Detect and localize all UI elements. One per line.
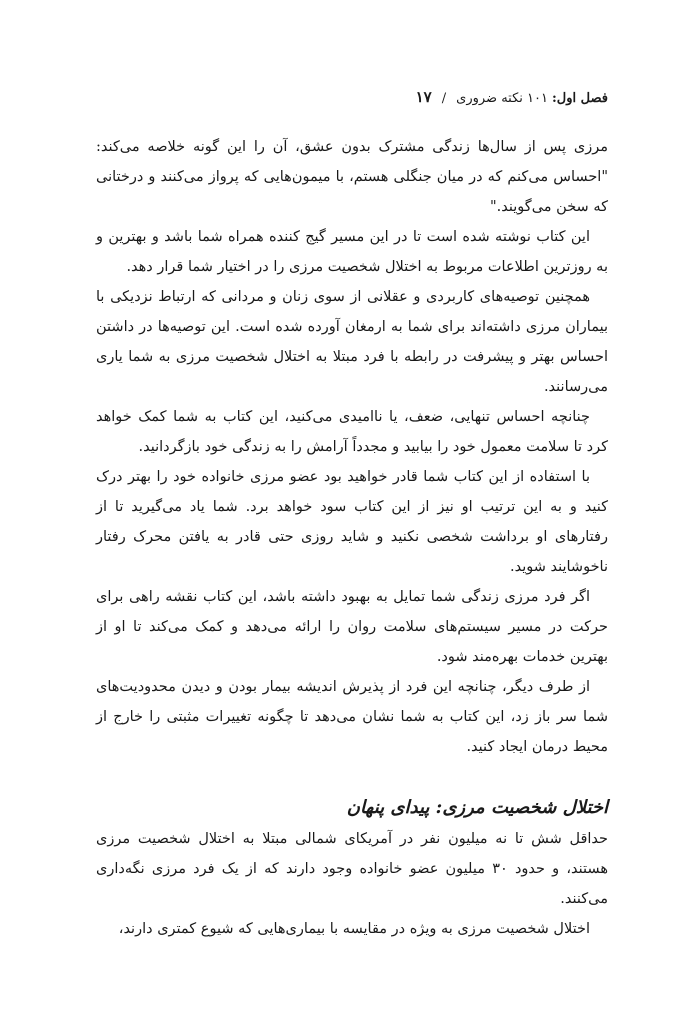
paragraph: همچنین توصیه‌های کاربردی و عقلانی از سوی زنان و مردانی که ارتباط نزدیکی با بیماران مرزی داشته‌اند برای شما به ارمغان آورده شده است. این توصیه‌ها در داشتن احساس بهتر و پیشرفت در رابطه با فرد مبتلا به اختلال شخصیت مرزی به شما یاری می‌رسانند. <box>96 289 608 395</box>
paragraph: اختلال شخصیت مرزی به ویژه در مقایسه با بیماری‌هایی که شیوع کمتری دارند، <box>118 921 590 937</box>
paragraph: از طرف دیگر، چنانچه این فرد از پذیرش اندیشه بیمار بودن و دیدن محدودیت‌های شما سر باز زد، این کتاب به شما نشان می‌دهد تا چگونه تغییرات مثبتی را خارج از محیط درمان ایجاد کنید. <box>96 679 608 755</box>
paragraph: این کتاب نوشته شده است تا در این مسیر گیج کننده همراه شما باشد و بهترین و به روزترین اطلاعات مربوط به اختلال شخصیت مرزی را در اختیار شما قرار دهد. <box>96 229 608 275</box>
section-heading: اختلال شخصیت مرزی: پیدای پنهان <box>346 797 608 818</box>
paragraph: با استفاده از این کتاب شما قادر خواهید بود عضو مرزی خانواده خود را بهتر درک کنید و به این ترتیب او نیز از این کتاب سود خواهد برد. شما یاد می‌گیرید تا از رفتارهای او برداشت شخصی نکنید و شاید روزی حتی قادر به یافتن محرک رفتار ناخوشایند شوید. <box>96 469 608 575</box>
running-header <box>96 88 608 112</box>
paragraph: حداقل شش تا نه میلیون نفر در آمریکای شمالی مبتلا به اختلال شخصیت مرزی هستند، و حدود ۳۰ میلیون عضو خانواده وجود دارند که از یک فرد مرزی نگه‌داری می‌کنند. <box>96 831 608 907</box>
body-text <box>96 132 608 762</box>
book-page <box>96 88 608 944</box>
paragraph: چنانچه احساس تنهایی، ضعف، یا ناامیدی می‌کنید، این کتاب به شما کمک خواهد کرد تا سلامت معمول خود را بیابید و مجدداً آرامش را به زندگی خود بازگردانید. <box>96 409 608 455</box>
paragraph: مرزی پس از سال‌ها زندگی مشترک بدون عشق، آن را این گونه خلاصه می‌کند: "احساس می‌کنم که در میان جنگلی هستم، با میمون‌هایی که پرواز می‌کنند و درختانی که سخن می‌گویند." <box>96 139 608 215</box>
header-separator: / <box>441 91 447 106</box>
section-body <box>96 824 608 944</box>
book-title: ۱۰۱ نکته ضروری <box>456 91 548 106</box>
paragraph: اگر فرد مرزی زندگی شما تمایل به بهبود داشته باشد، این کتاب نقشه راهی برای حرکت در مسیر سیستم‌های سلامت روان را ارائه می‌دهد و کمک می‌کند تا او از بهترین خدمات بهره‌مند شود. <box>96 589 608 665</box>
page-number: ۱۷ <box>415 88 432 106</box>
chapter-label: فصل اول: <box>552 91 608 106</box>
